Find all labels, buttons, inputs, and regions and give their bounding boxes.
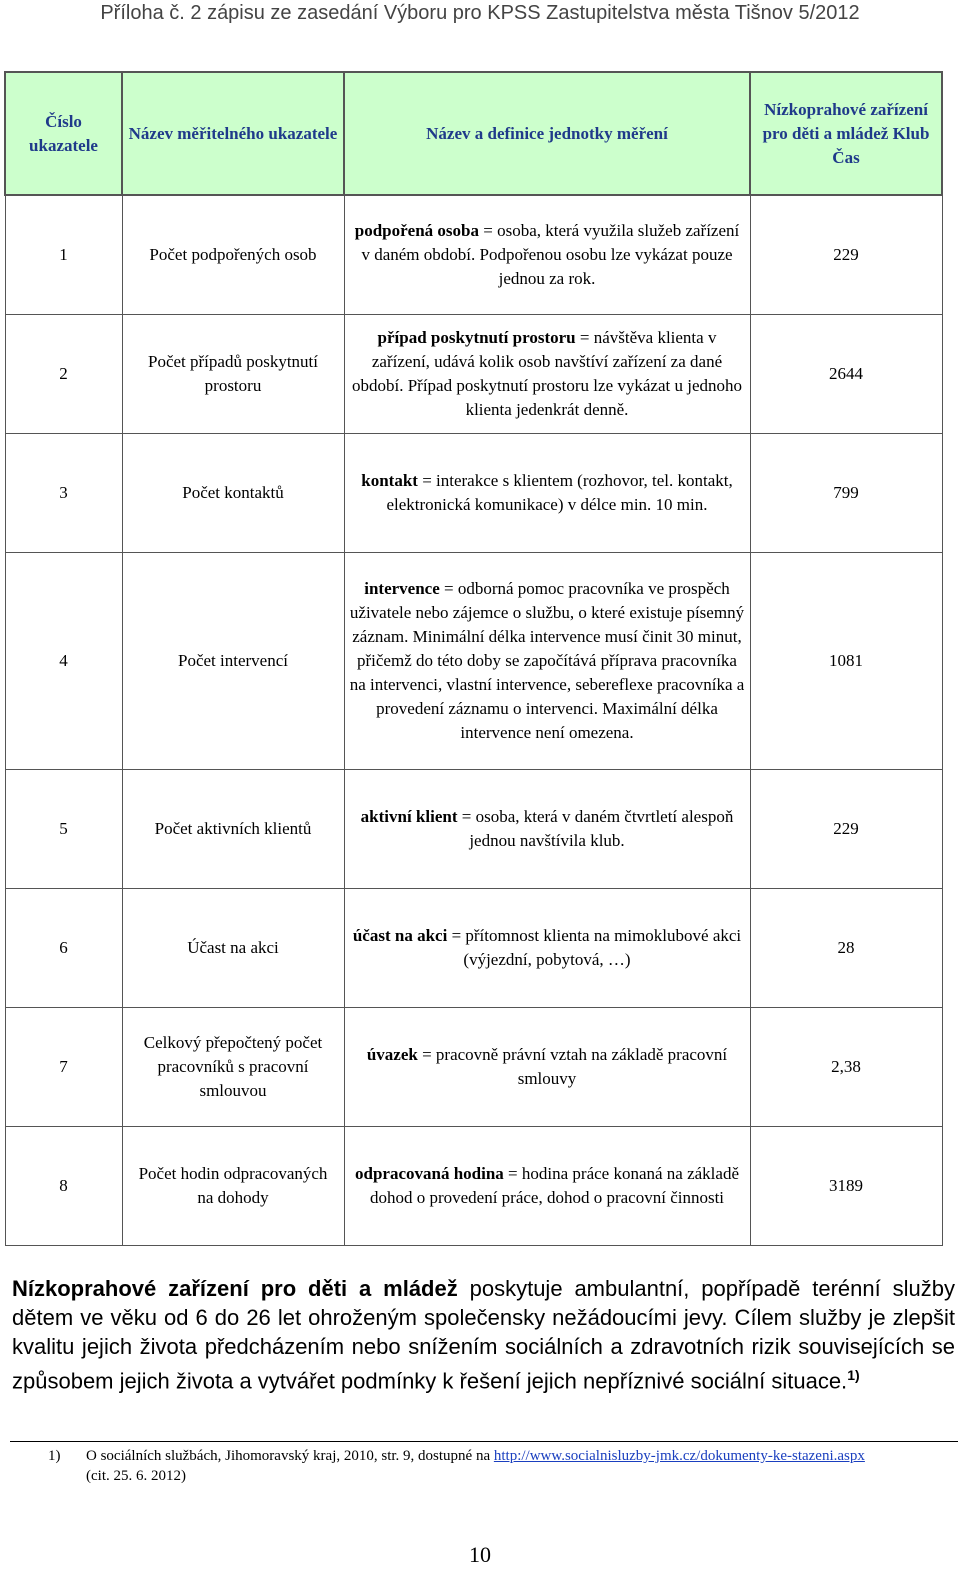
definition-text: = hodina práce konaná na základě dohod o provedení práce, dohod o pracovní činnosti	[369, 1163, 739, 1207]
header-facility-value: Nízkoprahové zařízení pro děti a mládež Klub Čas	[750, 72, 942, 195]
definition-term: úvazek	[366, 1044, 418, 1064]
table-row	[5, 433, 942, 552]
indicator-number: 2	[5, 314, 122, 433]
indicator-name: Počet podpořených osob	[122, 195, 344, 314]
page-number: 10	[469, 1542, 491, 1567]
indicator-number: 6	[5, 888, 122, 1007]
indicator-name: Počet aktivních klientů	[122, 769, 344, 888]
indicator-name: Počet kontaktů	[122, 433, 344, 552]
definition-term: podpořená osoba	[354, 220, 479, 240]
description-paragraph	[12, 1274, 955, 1395]
definition-text: = pracovně právní vztah na základě pracovní smlouvy	[417, 1044, 728, 1088]
footnote-number: 1)	[48, 1448, 61, 1464]
definition-text: = odborná pomoc pracovníka ve prospěch uživatele nebo zájemce o službu, o které existuje písemný záznam. Minimální délka intervence musí činit 30 minut, přičemž do této doby se započítává příprava pracovníka na intervenci, vlastní intervence, sebereflexe pracovníka a provedení záznamu o intervenci. Maximální délka intervence není omezena.	[349, 578, 745, 742]
indicator-definition	[344, 433, 750, 552]
table-row	[5, 1007, 942, 1126]
indicator-name: Počet hodin odpracovaných na dohody	[122, 1126, 344, 1245]
indicator-value: 2644	[750, 314, 942, 433]
table-row	[5, 888, 942, 1007]
definition-term: odpracovaná hodina	[355, 1163, 504, 1183]
indicator-definition	[344, 552, 750, 769]
indicator-value: 1081	[750, 552, 942, 769]
indicator-name: Počet případů poskytnutí prostoru	[122, 314, 344, 433]
footnote-link[interactable]: http://www.socialnisluzby-jmk.cz/dokumenty-ke-stazeni.aspx	[493, 1448, 865, 1464]
indicator-value: 28	[750, 888, 942, 1007]
indicator-number: 8	[5, 1126, 122, 1245]
definition-term: kontakt	[361, 470, 418, 490]
header-indicator-name: Název měřitelného ukazatele	[122, 72, 344, 195]
indicator-number: 1	[5, 195, 122, 314]
definition-term: aktivní klient	[360, 806, 458, 826]
indicator-definition	[344, 769, 750, 888]
table-row	[5, 769, 942, 888]
paragraph-lead: Nízkoprahové zařízení pro děti a mládež	[12, 1276, 458, 1301]
page-header: Příloha č. 2 zápisu ze zasedání Výboru pro KPSS Zastupitelstva města Tišnov 5/2012	[100, 2, 860, 24]
table-row	[5, 195, 942, 314]
indicator-number: 5	[5, 769, 122, 888]
indicator-name: Počet intervencí	[122, 552, 344, 769]
indicator-definition	[344, 195, 750, 314]
table-header-row	[5, 72, 942, 195]
indicator-definition	[344, 888, 750, 1007]
indicator-name: Celkový přepočtený počet pracovníků s pracovní smlouvou	[122, 1007, 344, 1126]
table-row	[5, 552, 942, 769]
definition-text: = návštěva klienta v zařízení, udává kolik osob navštíví zařízení za dané období. Případ poskytnutí prostoru lze vykázat u jednoho klienta jedenkrát denně.	[352, 327, 742, 419]
indicator-number: 3	[5, 433, 122, 552]
paragraph-text: poskytuje ambulantní, popřípadě terénní služby dětem ve věku od 6 do 26 let ohroženým společensky nežádoucími jevy. Cílem služby je zlepšit kvalitu jejich života předcházením nebo snížením sociálních a zdravotních rizik souvisejících se způsobem jejich života a vytvářet podmínky k řešení jejich nepříznivé sociální situace.	[12, 1276, 955, 1394]
header-indicator-number: Číslo ukazatele	[5, 72, 122, 195]
indicator-definition	[344, 1007, 750, 1126]
table-row	[5, 314, 942, 433]
definition-text: = osoba, která využila služeb zařízení v daném období. Podpořenou osobu lze vykázat pouze jednou za rok.	[361, 220, 740, 288]
definition-term: případ poskytnutí prostoru	[377, 327, 576, 347]
footnote-text: O sociálních službách, Jihomoravský kraj, 2010, str. 9, dostupné na	[86, 1448, 494, 1464]
indicator-value: 2,38	[750, 1007, 942, 1126]
definition-text: = přítomnost klienta na mimoklubové akci (výjezdní, pobytová, …)	[447, 925, 742, 969]
indicator-name: Účast na akci	[122, 888, 344, 1007]
definition-term: účast na akci	[352, 925, 448, 945]
indicator-value: 3189	[750, 1126, 942, 1245]
table-row	[5, 1126, 942, 1245]
header-unit-definition: Název a definice jednotky měření	[344, 72, 750, 195]
indicator-definition	[344, 1126, 750, 1245]
footnote-ref[interactable]: 1)	[847, 1367, 860, 1383]
definition-text: = osoba, která v daném čtvrtletí alespoň jednou navštívila klub.	[457, 806, 734, 850]
footnote-divider	[10, 1441, 958, 1442]
footnote-citation: (cit. 25. 6. 2012)	[86, 1468, 186, 1484]
indicator-number: 4	[5, 552, 122, 769]
indicator-number: 7	[5, 1007, 122, 1126]
definition-text: = interakce s klientem (rozhovor, tel. kontakt, elektronická komunikace) v délce min. 10 min.	[386, 470, 733, 514]
indicator-value: 229	[750, 769, 942, 888]
indicator-value: 799	[750, 433, 942, 552]
definition-term: intervence	[364, 578, 440, 598]
indicator-definition	[344, 314, 750, 433]
indicators-table	[4, 71, 943, 1246]
indicator-value: 229	[750, 195, 942, 314]
